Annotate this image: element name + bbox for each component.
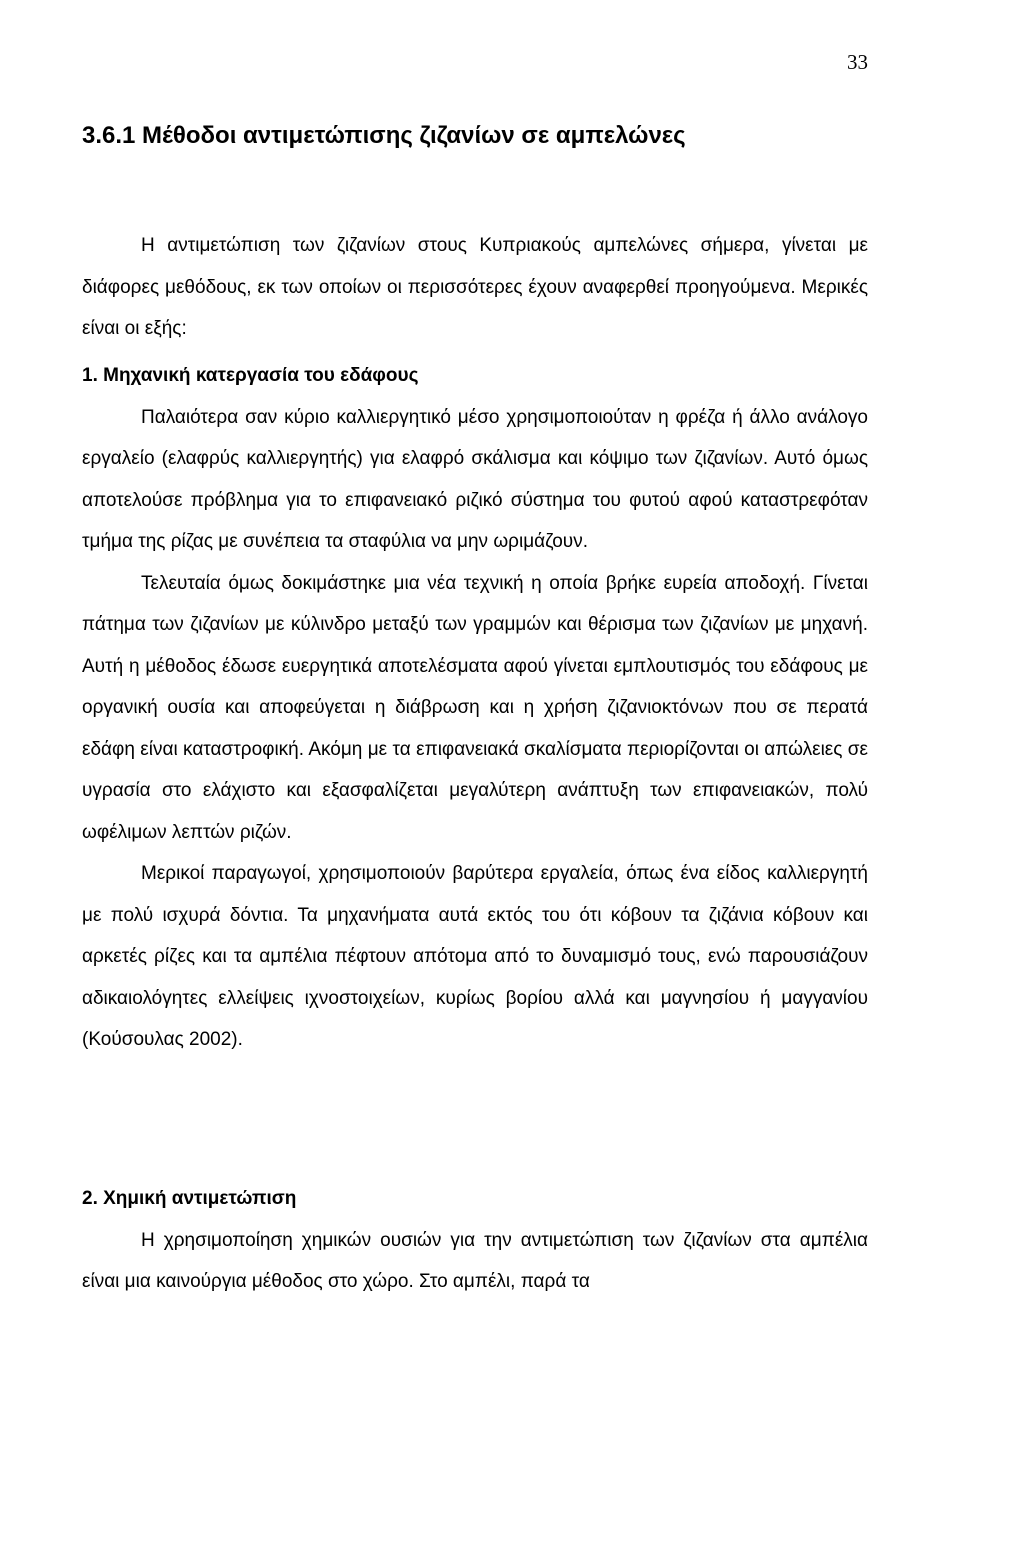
- intro-block: [82, 225, 868, 350]
- intro-paragraph: Η αντιμετώπιση των ζιζανίων στους Κυπριακούς αμπελώνες σήμερα, γίνεται με διάφορες μεθόδους, εκ των οποίων οι περισσότερες έχουν αναφερθεί προηγούμενα. Μερικές είναι οι εξής:: [82, 235, 868, 339]
- paragraph: Παλαιότερα σαν κύριο καλλιεργητικό μέσο χρησιμοποιούταν η φρέζα ή άλλο ανάλογο εργαλείο (ελαφρύς καλλιεργητής) για ελαφρό σκάλισμα και κόψιμο των ζιζανίων. Αυτό όμως αποτελούσε πρόβλημα για το επιφανειακό ριζικό σύστημα του φυτού αφού καταστρεφόταν τμήμα της ρίζας με συνέπεια τα σταφύλια να μην ωριμάζουν.: [82, 406, 868, 552]
- item-heading-mechanical: 1. Μηχανική κατεργασία του εδάφους: [82, 365, 419, 386]
- paragraph: Η χρησιμοποίηση χημικών ουσιών για την αντιμετώπιση των ζιζανίων στα αμπέλια είναι μια καινούργια μέθοδος στο χώρο. Στο αμπέλι, παρά τα: [82, 1229, 868, 1292]
- page-number: 33: [847, 50, 868, 74]
- item-chemical-control: [82, 1178, 868, 1303]
- document-page: [82, 0, 868, 1568]
- item-mechanical-cultivation: [82, 355, 868, 1061]
- section-title: 3.6.1 Μέθοδοι αντιμετώπισης ζιζανίων σε αμπελώνες: [82, 122, 686, 149]
- item-heading-chemical: 2. Χημική αντιμετώπιση: [82, 1188, 297, 1209]
- paragraph: Μερικοί παραγωγοί, χρησιμοποιούν βαρύτερα εργαλεία, όπως ένα είδος καλλιεργητή με πολύ ισχυρά δόντια. Τα μηχανήματα αυτά εκτός του ότι κόβουν τα ζιζάνια κόβουν και αρκετές ρίζες και τα αμπέλια πέφτουν απότομα από το δυναμισμό τους, ενώ παρουσιάζουν αδικαιολόγητες ελλείψεις ιχνοστοιχείων, κυρίως βορίου αλλά και μαγνησίου ή μαγγανίου (Κούσουλας 2002).: [82, 863, 868, 1050]
- paragraph: Τελευταία όμως δοκιμάστηκε μια νέα τεχνική η οποία βρήκε ευρεία αποδοχή. Γίνεται πάτημα των ζιζανίων με κύλινδρο μεταξύ των γραμμών και θέρισμα των ζιζανίων με μηχανή. Αυτή η μέθοδος έδωσε ευεργητικά αποτελέσματα αφού γίνεται εμπλουτισμός του εδάφους με οργανική ουσία και αποφεύγεται η διάβρωση και η χρήση ζιζανιοκτόνων που σε περατά εδάφη είναι καταστροφική. Ακόμη με τα επιφανειακά σκαλίσματα περιορίζονται οι απώλειες σε υγρασία στο ελάχιστο και εξασφαλίζεται μεγαλύτερη ανάπτυξη των επιφανειακών, πολύ ωφέλιμων λεπτών ριζών.: [82, 572, 868, 843]
